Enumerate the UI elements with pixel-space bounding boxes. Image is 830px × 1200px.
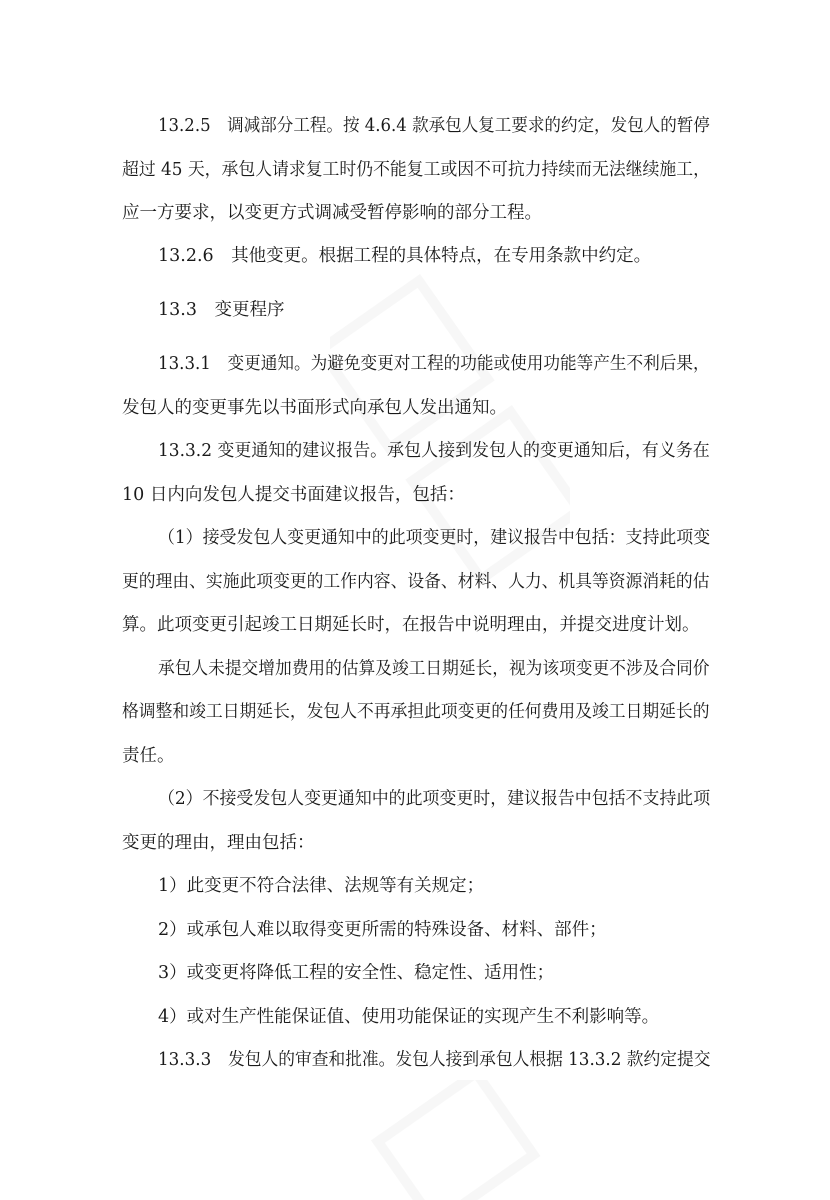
line-13-3-2-a: 13.3.2 变更通知的建议报告。承包人接到发包人的变更通知后，有义务在 [158, 441, 710, 461]
reason-2: 2）或承包人难以取得变更所需的特殊设备、材料、部件； [158, 920, 607, 940]
reason-4: 4）或对生产性能保证值、使用功能保证的实现产生不利影响等。 [158, 1007, 660, 1027]
reason-3: 3）或变更将降低工程的安全性、稳定性、适用性； [158, 963, 555, 983]
para-cost-b: 格调整和竣工日期延长，发包人不再承担此项变更的任何费用及竣工日期延长的 [122, 702, 710, 722]
line-13-3-3: 13.3.3 发包人的审查和批准。发包人接到承包人根据 13.3.2 款约定提交 [158, 1050, 711, 1070]
item-2-b: 变更的理由，理由包括： [122, 833, 315, 853]
para-cost-a: 承包人未提交增加费用的估算及竣工日期延长，视为该项变更不涉及合同价 [158, 659, 710, 679]
section-heading-13-3: 13.3 变更程序 [158, 300, 285, 320]
item-2-a: （2）不接受发包人变更通知中的此项变更时，建议报告中包括不支持此项 [158, 789, 711, 809]
item-1-c: 算。此项变更引起竣工日期延长时，在报告中说明理由，并提交进度计划。 [122, 615, 700, 635]
item-1-a: （1）接受发包人变更通知中的此项变更时，建议报告中包括：支持此项变 [158, 528, 711, 548]
line-13-2-5-b: 超过 45 天，承包人请求复工时仍不能复工或因不可抗力持续而无法继续施工， [122, 160, 710, 180]
watermark-fragment [330, 1080, 570, 1200]
line-13-3-2-b: 10 日内向发包人提交书面建议报告，包括： [122, 485, 465, 505]
line-13-3-1-a: 13.3.1 变更通知。为避免变更对工程的功能或使用功能等产生不利后果， [158, 354, 710, 374]
reason-1: 1）此变更不符合法律、法规等有关规定； [158, 876, 485, 896]
para-cost-c: 责任。 [122, 746, 175, 766]
watermark [330, 250, 570, 610]
line-13-2-6: 13.2.6 其他变更。根据工程的具体特点，在专用条款中约定。 [158, 246, 652, 266]
line-13-2-5-a: 13.2.5 调减部分工程。按 4.6.4 款承包人复工要求的约定，发包人的暂停 [158, 116, 710, 136]
line-13-3-1-b: 发包人的变更事先以书面形式向承包人发出通知。 [122, 398, 507, 418]
item-1-b: 更的理由、实施此项变更的工作内容、设备、材料、人力、机具等资源消耗的估 [122, 572, 710, 592]
line-13-2-5-c: 应一方要求，以变更方式调减受暂停影响的部分工程。 [122, 203, 542, 223]
